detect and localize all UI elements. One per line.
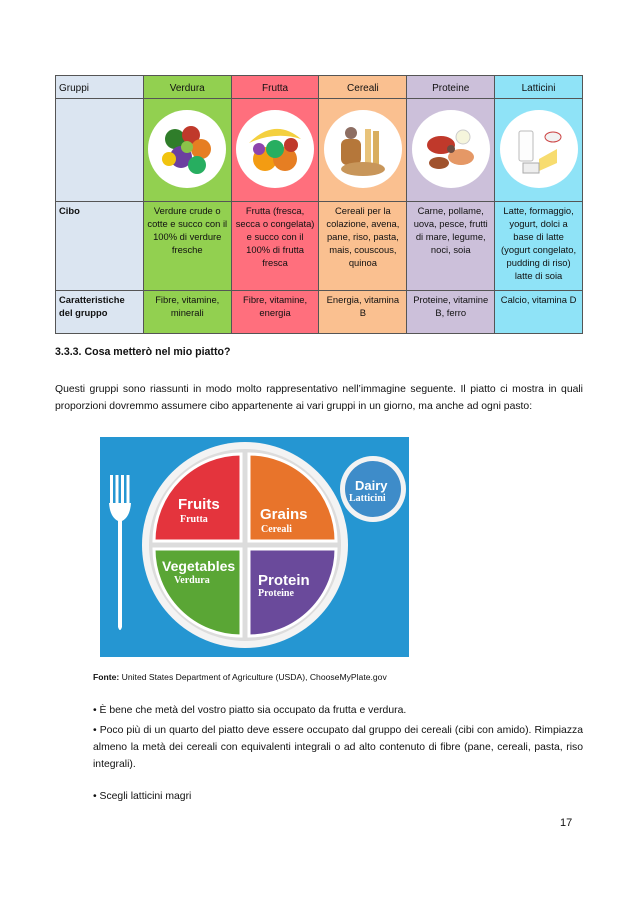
cibo-verdura: Verdure crude o cotte e succo con il 100% di verdure fresche [143, 202, 231, 291]
dairy-bowl-icon [499, 109, 579, 189]
vegetables-bowl-icon [147, 109, 227, 189]
bullet-text-2: Poco più di un quarto del piatto deve essere occupato dal gruppo dei cereali (cibi con amido). Rimpiazza almeno la metà dei cereali con equivalenti integrali o ad alto contenuto di fibre (pane, cereali, pasta, riso integrali). [93, 725, 583, 770]
header-frutta: Frutta [231, 76, 319, 99]
header-verdura: Verdura [143, 76, 231, 99]
cibo-frutta: Frutta (fresca, secca o congelata) e succo con il 100% di frutta fresca [231, 202, 319, 291]
grains-bowl-icon [323, 109, 403, 189]
car-verdura: Fibre, vitamine, minerali [143, 291, 231, 334]
food-groups-table [55, 75, 583, 334]
header-cereali: Cereali [319, 76, 407, 99]
car-proteine: Proteine, vitamine B, ferro [407, 291, 495, 334]
page-number: 17 [560, 817, 573, 829]
bullet-item: • Scegli latticini magri [93, 791, 192, 802]
protein-it-label: Proteine [258, 588, 294, 599]
header-latticini: Latticini [495, 76, 583, 99]
bullet-text-1: È bene che metà del vostro piatto sia occupato da frutta e verdura. [99, 705, 407, 716]
protein-bowl-icon [411, 109, 491, 189]
row-label-caratteristiche: Caratteristiche del gruppo [56, 291, 144, 334]
bullet-item: • Poco più di un quarto del piatto deve essere occupato dal gruppo dei cereali (cibi con amido). Rimpiazza almeno la metà dei cereali con equivalenti integrali o ad alto contenuto di fibre (pane, cereali, pasta, riso integrali). [93, 725, 583, 770]
cibo-cereali: Cereali per la colazione, avena, pane, riso, pasta, mais, couscous, quinoa [319, 202, 407, 291]
myplate-illustration [100, 437, 409, 657]
fruits-label: Fruits [178, 496, 220, 513]
protein-label: Protein [258, 572, 310, 589]
car-cereali: Energia, vitamina B [319, 291, 407, 334]
grains-label: Grains [260, 506, 308, 523]
car-latticini: Calcio, vitamina D [495, 291, 583, 334]
image-cell-cereali [319, 99, 407, 202]
table-header-row [56, 76, 583, 99]
table-row-caratteristiche [56, 291, 583, 334]
dairy-it-label: Latticini [349, 493, 386, 504]
cibo-proteine: Carne, pollame, uova, pesce, frutti di mare, legume, noci, soia [407, 202, 495, 291]
source-label: Fonte: [93, 672, 120, 682]
source-text: United States Department of Agriculture (USDA), ChooseMyPlate.gov [121, 672, 387, 682]
bullet-text-3: Scegli latticini magri [99, 791, 192, 802]
car-frutta: Fibre, vitamine, energia [231, 291, 319, 334]
table-row-cibo [56, 202, 583, 291]
grains-it-label: Cereali [261, 524, 292, 535]
image-cell-verdura [143, 99, 231, 202]
fruit-bowl-icon [235, 109, 315, 189]
section-paragraph: Questi gruppi sono riassunti in modo molto rappresentativo nell’immagine seguente. Il piatto ci mostra in quali proporzioni dovremmo assumere cibo appartenente ai vari gruppi in un giorno, ma anche ad ogni pasto: [55, 384, 583, 412]
image-cell-latticini [495, 99, 583, 202]
vegetables-it-label: Verdura [174, 575, 210, 586]
fruits-it-label: Frutta [180, 514, 208, 525]
dairy-label: Dairy [355, 478, 388, 493]
header-proteine: Proteine [407, 76, 495, 99]
cibo-latticini: Latte, formaggio, yogurt, dolci a base di latte (yogurt congelato, pudding di riso) latte di soia [495, 202, 583, 291]
image-cell-frutta [231, 99, 319, 202]
row-label-cibo: Cibo [56, 202, 144, 291]
bullet-item: • È bene che metà del vostro piatto sia occupato da frutta e verdura. [93, 705, 407, 716]
table-image-row [56, 99, 583, 202]
image-cell-empty [56, 99, 144, 202]
header-gruppi: Gruppi [56, 76, 144, 99]
vegetables-label: Vegetables [162, 558, 236, 574]
section-heading: 3.3.3. Cosa metterò nel mio piatto? [55, 346, 231, 358]
image-source [93, 672, 387, 682]
image-cell-proteine [407, 99, 495, 202]
